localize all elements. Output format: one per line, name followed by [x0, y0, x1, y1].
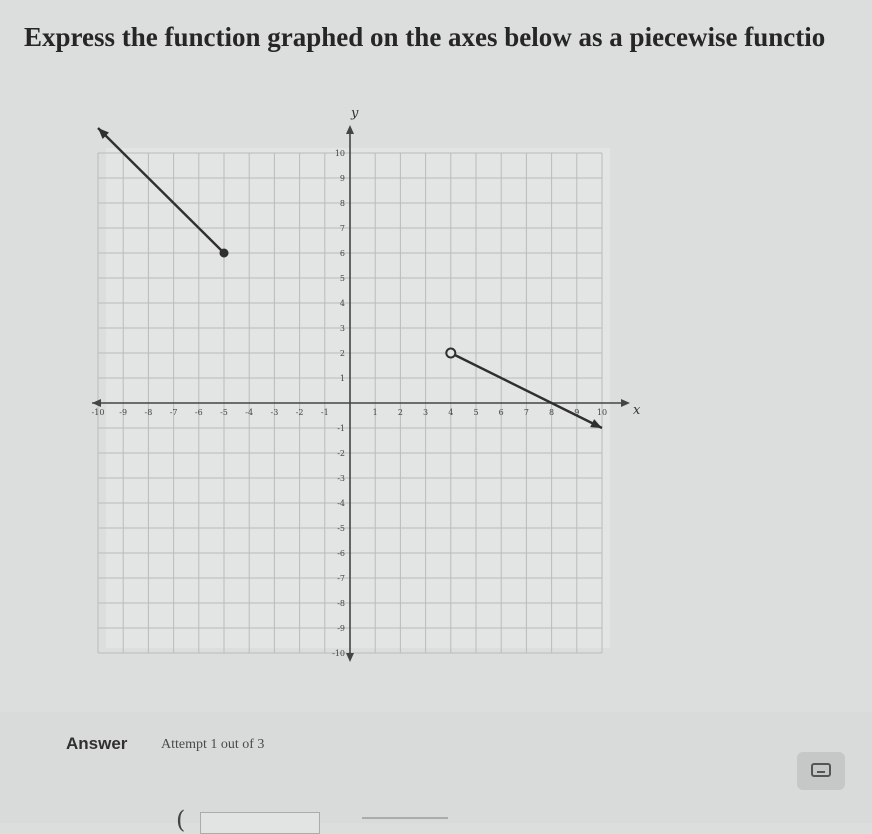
y-tick-label: -4 — [337, 499, 345, 508]
question-text: Express the function graphed on the axes below as a piecewise functio — [24, 22, 826, 52]
x-tick-label: 2 — [397, 408, 403, 417]
y-tick-label: -2 — [337, 449, 345, 458]
x-tick-label: -9 — [119, 408, 128, 417]
piecewise-brace: ( — [176, 806, 186, 834]
y-tick-label: 1 — [339, 374, 345, 383]
x-tick-label: -2 — [295, 408, 304, 417]
y-tick-label: -3 — [337, 474, 345, 483]
x-axis-arrow-left — [92, 399, 101, 407]
x-tick-label: -3 — [270, 408, 279, 417]
x-tick-label: 6 — [498, 408, 504, 417]
closed-endpoint — [220, 249, 229, 258]
keyboard-button[interactable] — [797, 752, 845, 790]
y-axis-arrow-down — [346, 653, 354, 662]
y-tick-label: -7 — [337, 574, 345, 583]
keyboard-icon — [811, 763, 831, 777]
y-tick-label: -8 — [337, 599, 345, 608]
answer-panel — [0, 712, 872, 823]
y-tick-label: -10 — [332, 649, 345, 658]
y-tick-label: 6 — [339, 249, 345, 258]
y-tick-label: 10 — [334, 149, 345, 158]
open-endpoint — [446, 349, 455, 358]
graph-background — [106, 148, 610, 648]
x-axis-arrow-right — [621, 399, 630, 407]
x-tick-label: -1 — [320, 408, 329, 417]
y-tick-label: 2 — [339, 349, 345, 358]
y-tick-label: 9 — [339, 174, 345, 183]
x-tick-label: -8 — [144, 408, 153, 417]
y-tick-label: 4 — [339, 299, 345, 308]
x-tick-label: 4 — [448, 408, 454, 417]
y-axis-arrow-up — [346, 125, 354, 134]
piecewise-input-2[interactable] — [362, 817, 448, 819]
y-tick-label: -1 — [337, 424, 345, 433]
x-tick-label: 7 — [523, 408, 529, 417]
x-tick-label: 10 — [596, 408, 608, 417]
x-tick-label: -10 — [91, 408, 105, 417]
y-axis-label: y — [351, 106, 359, 121]
x-tick-label: 9 — [574, 408, 580, 417]
x-tick-label: -4 — [245, 408, 254, 417]
x-tick-label: 1 — [372, 408, 378, 417]
y-tick-label: 5 — [339, 274, 345, 283]
y-tick-label: 7 — [339, 224, 345, 233]
x-tick-label: 5 — [473, 408, 479, 417]
y-tick-label: -9 — [337, 624, 345, 633]
y-tick-label: -5 — [337, 524, 345, 533]
x-tick-label: -7 — [169, 408, 178, 417]
x-tick-label: 3 — [423, 408, 429, 417]
y-tick-label: 8 — [339, 199, 345, 208]
x-tick-label: -5 — [220, 408, 228, 417]
answer-label: Answer — [66, 734, 128, 753]
attempt-counter: Attempt 1 out of 3 — [161, 737, 265, 752]
y-tick-label: 3 — [339, 324, 345, 333]
x-axis-label: x — [633, 403, 641, 418]
piecewise-input-1[interactable] — [200, 812, 320, 834]
x-tick-label: -6 — [194, 408, 203, 417]
x-tick-label: 8 — [549, 408, 555, 417]
y-tick-label: -6 — [337, 549, 345, 558]
